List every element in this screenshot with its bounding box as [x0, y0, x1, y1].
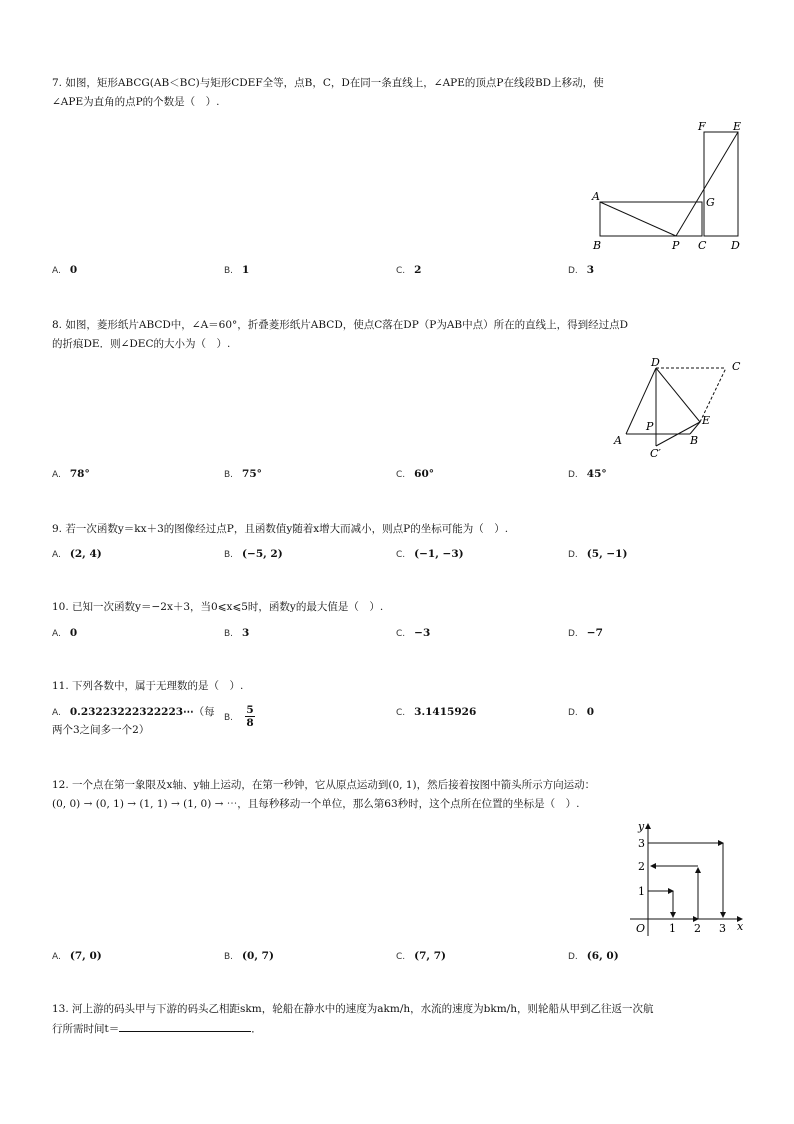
question-8-stem-line2: 的折痕DE．则∠DEC的大小为（ ）. [52, 338, 231, 350]
q7-label-G: G [706, 196, 715, 209]
q12-option-a[interactable]: A. (7, 0) [52, 950, 102, 962]
q13-answer-blank[interactable] [119, 1019, 251, 1032]
q12-option-b[interactable]: B. (0, 7) [224, 950, 274, 962]
q7-option-d[interactable]: D. 3 [568, 264, 595, 276]
q7-label-B: B [593, 239, 602, 252]
question-7 [52, 74, 752, 112]
question-8 [52, 316, 752, 354]
q9-option-c[interactable]: C. (−1, −3) [396, 548, 464, 560]
question-12 [52, 776, 752, 814]
q10-option-a[interactable]: A. 0 [52, 627, 78, 639]
question-10-stem-line1: 10. 已知一次函数y＝−2x＋3，当0⩽x⩽5时，函数y的最大值是（ ）. [52, 601, 384, 613]
q8-option-c[interactable]: C. 60° [396, 468, 435, 480]
q8-option-a[interactable]: A. 78° [52, 468, 90, 480]
q7-label-P: P [672, 239, 680, 252]
q7-label-F: F [698, 120, 706, 133]
q12-label-y1: 1 [638, 885, 645, 898]
q7-label-E: E [733, 120, 742, 133]
question-13 [52, 1000, 752, 1039]
q8-label-C-prime: C′ [650, 447, 661, 460]
q7-label-A: A [592, 190, 600, 203]
q7-label-D: D [731, 239, 740, 252]
question-8-figure [606, 356, 756, 460]
q8-option-d[interactable]: D. 45° [568, 468, 607, 480]
q12-label-x2: 2 [694, 922, 701, 935]
q8-label-C: C [732, 360, 741, 373]
question-8-stem-line1: 8. 如图，菱形纸片ABCD中，∠A＝60°，折叠菱形纸片ABCD，使点C落在DP（P为AB中点）所在的直线上，得到经过点D [52, 319, 629, 331]
q10-option-b[interactable]: B. 3 [224, 627, 250, 639]
question-13-stem-line2: 行所需时间t＝ ． [52, 1019, 752, 1039]
q12-option-d[interactable]: D. (6, 0) [568, 950, 619, 962]
question-13-stem-line1: 13. 河上游的码头甲与下游的码头乙相距skm，轮船在静水中的速度为akm/h，水流的速度为bkm/h，则轮船从甲到乙往返一次航 [52, 1003, 654, 1015]
q8-label-E: E [702, 414, 711, 427]
question-10 [52, 598, 752, 617]
question-12-stem-line2: (0, 0) → (0, 1) → (1, 1) → (1, 0) → ⋯，且每秒移动一个单位，那么第63秒时，这个点所在位置的坐标是（ ）. [52, 798, 580, 810]
q9-option-b[interactable]: B. (−5, 2) [224, 548, 283, 560]
q12-label-origin: O [636, 922, 646, 935]
q8-option-b[interactable]: B. 75° [224, 468, 262, 480]
question-9 [52, 520, 752, 539]
question-7-stem-line2: ∠APE为直角的点P的个数是（ ）. [52, 96, 220, 108]
q8-label-B: B [690, 434, 699, 447]
q7-option-c[interactable]: C. 2 [396, 264, 422, 276]
q7-option-b[interactable]: B. 1 [224, 264, 250, 276]
q10-option-d[interactable]: D. −7 [568, 627, 603, 639]
question-12-stem-line1: 12. 一个点在第一象限及x轴、y轴上运动，在第一秒钟，它从原点运动到(0, 1)，然后接着按图中箭头所示方向运动： [52, 779, 596, 791]
q10-option-c[interactable]: C. −3 [396, 627, 431, 639]
question-7-stem-line1: 7. 如图，矩形ABCG(AB＜BC)与矩形CDEF全等，点B，C，D在同一条直线上，∠APE的顶点P在线段BD上移动，使 [52, 77, 604, 89]
q8-label-P: P [646, 420, 654, 433]
q12-label-x: x [737, 920, 744, 933]
q11-option-a[interactable]: A. 0.23223222322223⋯（每 两个3之间多一个2） [52, 706, 215, 736]
q8-label-D: D [651, 356, 660, 369]
question-7-figure [588, 116, 748, 256]
question-9-stem-line1: 9. 若一次函数y＝kx＋3的图像经过点P，且函数值y随着x增大而减小，则点P的坐标可能为（ ）. [52, 523, 509, 535]
q12-label-y: y [638, 820, 645, 833]
q12-label-x3: 3 [719, 922, 726, 935]
q11-option-b[interactable]: B. $\frac{5}{8}$ [224, 704, 254, 729]
q9-option-a[interactable]: A. (2, 4) [52, 548, 102, 560]
q12-option-c[interactable]: C. (7, 7) [396, 950, 447, 962]
question-12-figure [624, 818, 750, 942]
q12-label-y2: 2 [638, 860, 645, 873]
q11-option-d[interactable]: D. 0 [568, 706, 595, 718]
q7-label-C: C [698, 239, 707, 252]
q9-option-d[interactable]: D. (5, −1) [568, 548, 628, 560]
q8-label-A: A [614, 434, 622, 447]
q11-option-b-fraction: $\frac{5}{8}$ [246, 704, 254, 729]
question-11 [52, 677, 752, 696]
q12-label-x1: 1 [669, 922, 676, 935]
q11-option-c[interactable]: C. 3.1415926 [396, 706, 477, 718]
q7-option-a[interactable]: A. 0 [52, 264, 78, 276]
q12-label-y3: 3 [638, 837, 645, 850]
question-11-stem-line1: 11. 下列各数中，属于无理数的是（ ）. [52, 680, 244, 692]
